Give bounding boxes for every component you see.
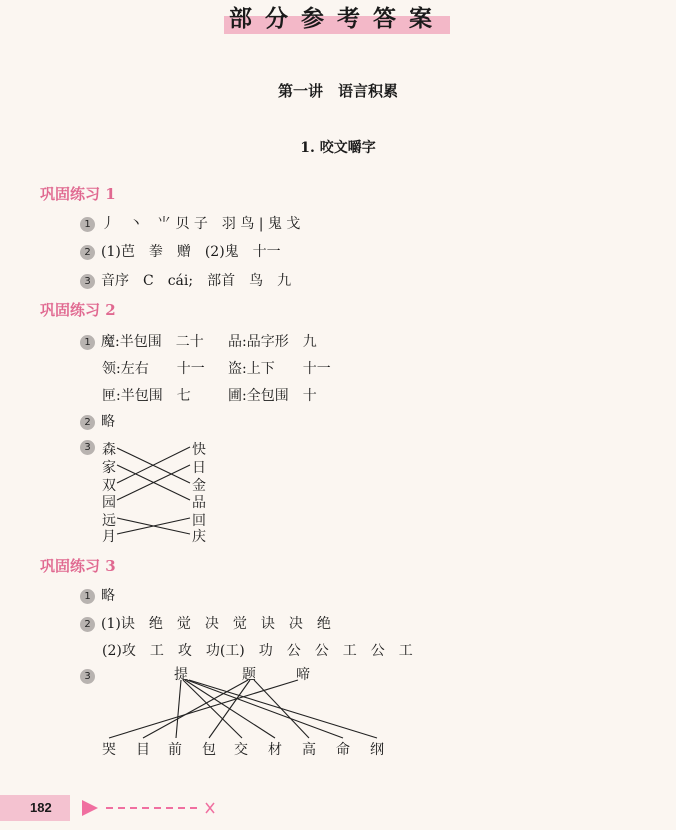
match-right-char: 日: [192, 460, 206, 476]
match-left-char: 远: [102, 513, 116, 529]
match-line: [189, 680, 377, 738]
match-right-char: 品: [192, 495, 206, 511]
bottom-char: 目: [136, 742, 150, 758]
item-number-badge: 3: [80, 440, 95, 455]
s2-pair-left: 领:左右 十一: [102, 361, 205, 377]
item-number-badge: 3: [80, 669, 95, 684]
s3-item-2-line-2: (2)攻 工 攻 功(工) 功 公 公 工 公 工: [102, 643, 413, 659]
match-left-char: 园: [102, 495, 116, 511]
s1-item-1-text: 丿 丶 ⺌ 贝 子 羽 鸟 | 鬼 戈: [101, 216, 301, 232]
bottom-char: 高: [302, 742, 316, 758]
match-line: [109, 680, 298, 738]
item-number-badge: 2: [80, 245, 95, 260]
bottom-char: 哭: [102, 742, 116, 758]
footer-arrow-icon: [82, 798, 222, 818]
match-right-char: 庆: [192, 529, 206, 545]
top-char: 啼: [296, 667, 310, 683]
bottom-char: 纲: [370, 742, 384, 758]
item-number-badge: 1: [80, 217, 95, 232]
match-line: [176, 680, 181, 738]
s2-pair-right: 盗:上下 十一: [228, 361, 331, 377]
s3-item-2-text: (1)诀 绝 觉 决 觉 诀 决 绝: [101, 616, 331, 632]
bottom-char: 交: [234, 742, 248, 758]
s2-pair-left: 魔:半包围 二十: [101, 334, 204, 350]
s2-pair-right: 圃:全包围 十: [228, 388, 317, 404]
item-number-badge: 2: [80, 617, 95, 632]
s1-item-3-text: 音序 C cái; 部首 鸟 九: [101, 273, 292, 289]
bottom-char: 包: [202, 742, 216, 758]
page-number: 182: [30, 800, 52, 815]
match-right-char: 快: [192, 442, 206, 458]
top-char: 题: [242, 667, 256, 683]
item-number-badge: 1: [80, 335, 95, 350]
page-title: 部分参考答案: [229, 5, 445, 32]
item-number-badge: 2: [80, 415, 95, 430]
match-right-char: 金: [192, 478, 206, 494]
item-number-badge: 3: [80, 274, 95, 289]
section-heading-2: 巩固练习 2: [40, 301, 116, 319]
match-right-char: 回: [192, 513, 206, 529]
bottom-char: 前: [168, 742, 182, 758]
s2-pair-left: 匣:半包围 七: [102, 388, 191, 404]
lecture-title: 第一讲 语言积累: [277, 82, 398, 100]
s3-item-1-text: 略: [101, 588, 115, 604]
match-left-char: 森: [102, 442, 116, 458]
s1-item-2-text: (1)芭 拳 赠 (2)鬼 十一: [101, 244, 281, 260]
section-subtitle: 1. 咬文嚼字: [300, 140, 376, 156]
match-line: [187, 680, 343, 738]
match-line: [209, 680, 250, 738]
bottom-char: 材: [268, 742, 282, 758]
top-char: 提: [174, 667, 188, 683]
item-number-badge: 1: [80, 589, 95, 604]
match-left-char: 月: [102, 529, 116, 545]
section-heading-1: 巩固练习 1: [40, 185, 116, 203]
section-heading-3: 巩固练习 3: [40, 557, 116, 575]
match-line: [143, 680, 248, 738]
match-left-char: 双: [102, 478, 116, 494]
s2-pair-right: 品:品字形 九: [228, 334, 317, 350]
bottom-char: 命: [336, 742, 350, 758]
match-left-char: 家: [102, 460, 116, 476]
s2-item-2-text: 略: [101, 414, 115, 430]
